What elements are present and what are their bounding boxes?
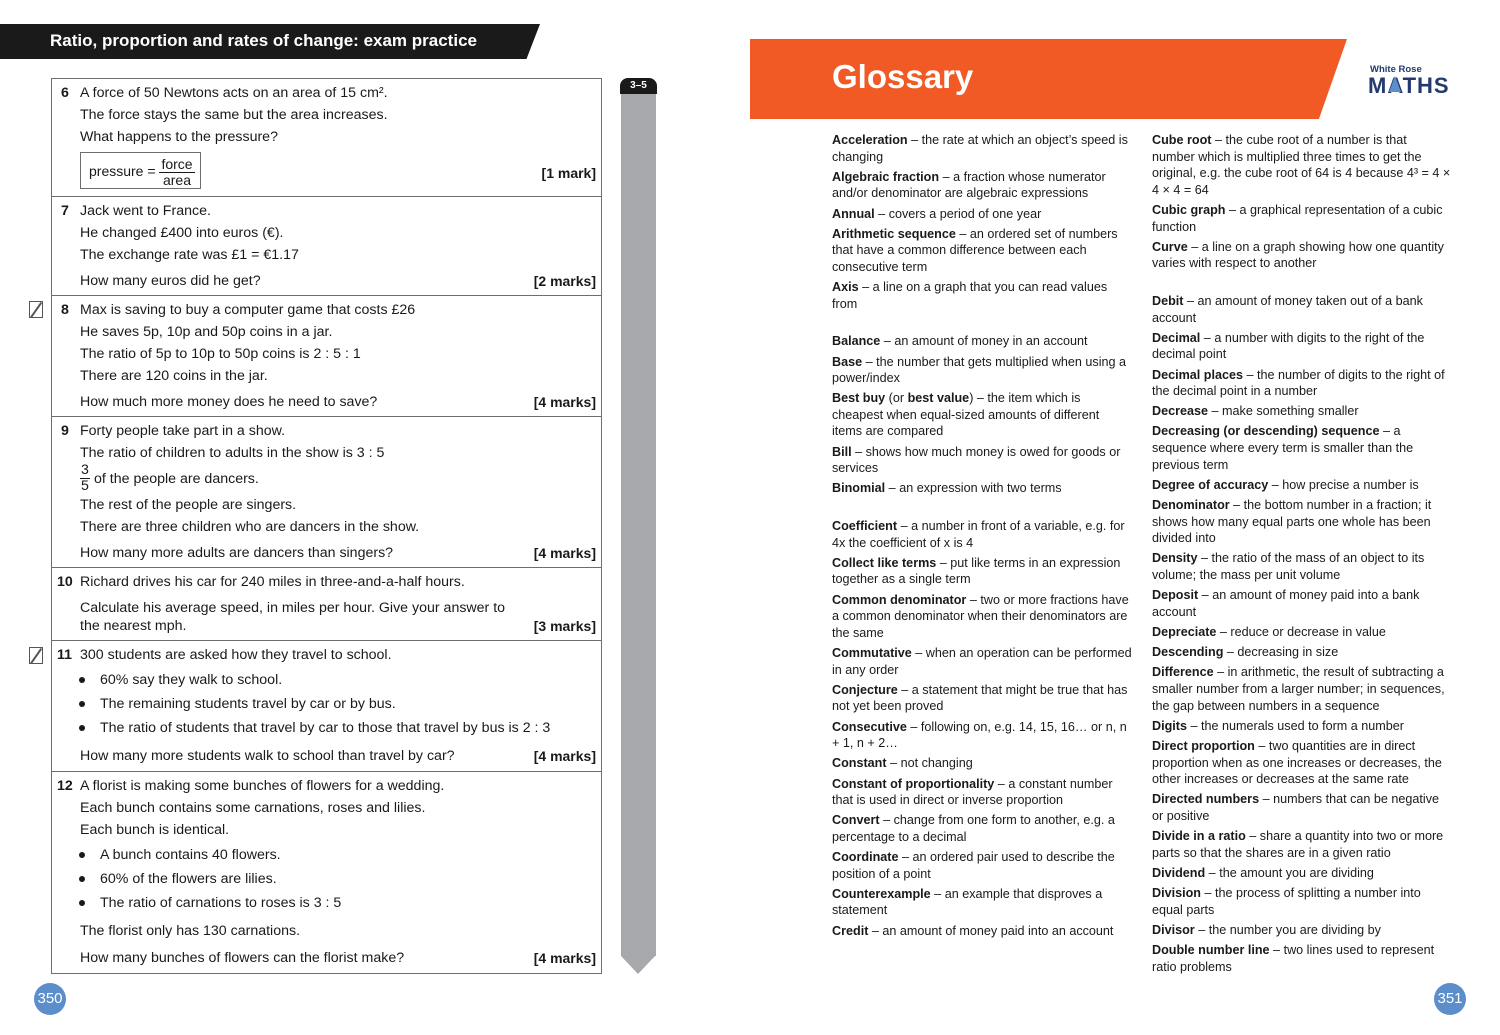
glossary-definition: – in arithmetic, the result of subtracting a smaller number from a larger number; in sequences, the gap between numbers in a sequence [1152,665,1445,713]
glossary-definition: – a line on a graph that you can read values from [832,280,1108,311]
question-text: The ratio of 5p to 10p to 50p coins is 2 : 5 : 1 [80,346,361,362]
bullet [79,677,85,683]
glossary-entry [1152,922,1452,939]
glossary-entry [1152,865,1452,882]
glossary-entry [832,849,1132,882]
glossary-term: Common denominator [832,592,967,607]
section-header-title: Ratio, proportion and rates of change: exam practice [50,31,477,50]
glossary-definition: ) – the item which is cheapest when equal-sized amounts of different items are compared [832,391,1100,439]
glossary-entry [1152,718,1452,735]
marks-label: [4 marks] [533,394,596,410]
marks-label: [4 marks] [533,545,596,561]
question-text: 300 students are asked how they travel to school. [80,647,392,663]
glossary-definition: – the amount you are dividing [1205,865,1374,880]
glossary-definition: – a graphical representation of a cubic function [1152,202,1443,234]
question-text: Forty people take part in a show. [80,423,286,439]
glossary-term: Dividend [1152,865,1206,880]
glossary-term: Commutative [832,645,912,660]
glossary-entry [832,812,1132,845]
glossary-term: Cubic graph [1152,202,1226,217]
glossary-entry [1152,403,1452,420]
glossary-entry [1152,664,1452,714]
glossary-entry [832,480,1132,497]
question-text: The rest of the people are singers. [80,497,297,513]
glossary-entry [1152,624,1452,641]
fraction-denominator: 5 [81,478,89,494]
question-number: 6 [61,85,69,101]
glossary-term: Decreasing (or descending) sequence [1152,424,1380,439]
page-number-right: 351 [1434,983,1466,1015]
glossary-entry [832,169,1132,202]
glossary-definition: – a number in front of a variable, e.g. for 4x the coefficient of x is 4 [832,519,1125,550]
glossary-definition: – a number with digits to the right of the decimal point [1152,330,1425,362]
question-text: How much more money does he need to save? [80,394,378,410]
glossary-term: Constant [832,756,887,771]
bullet-text: 60% say they walk to school. [100,672,283,688]
glossary-term: Curve [1152,239,1188,254]
question-text: Each bunch is identical. [80,822,230,838]
question-text: A force of 50 Newtons acts on an area of 15 cm². [80,85,388,101]
question-divider [52,416,601,417]
glossary-entry [832,592,1132,642]
glossary-column-1 [832,132,1132,943]
glossary-definition: – two quantities are in direct proportion when as one increases or decreases, the other increases or decreases at the same rate [1152,738,1442,787]
question-text: The force stays the same but the area increases. [80,107,388,123]
glossary-definition: – numbers that can be negative or positive [1152,792,1440,823]
question-divider [52,567,601,568]
glossary-term: Cube root [1152,133,1212,147]
glossary-term: Annual [832,206,875,221]
glossary-entry [1152,293,1452,326]
glossary-entry [832,333,1132,350]
glossary-definition: – when an operation can be performed in any order [832,645,1132,677]
marks-label: [2 marks] [533,273,596,289]
glossary-entry [1152,477,1452,494]
bullet [79,876,85,882]
glossary-entry [832,354,1132,387]
formula-fraction [159,157,194,188]
glossary-definition: – a statement that might be true that has not yet been proved [832,682,1128,714]
glossary-term: Difference [1152,665,1214,680]
question-number: 10 [57,574,73,590]
no-calculator-icon [29,301,43,318]
glossary-entry [832,206,1132,223]
question-number: 11 [57,647,72,663]
glossary-definition: – following on, e.g. 14, 15, 16… or n, n + 1, n + 2… [832,719,1127,751]
glossary-definition: – how precise a number is [1268,477,1419,492]
glossary-definition: – an amount of money taken out of a bank account [1152,293,1423,325]
glossary-definition: – the bottom number in a fraction; it shows how many equal parts one whole has been divided into [1152,498,1432,546]
exam-questions-box [51,78,602,974]
glossary-entry [832,518,1132,551]
glossary-definition: – two or more fractions have a common denominator when their denominators are the same [832,592,1129,640]
glossary-definition: – the numerals used to form a number [1186,718,1404,733]
glossary-entry [832,755,1132,772]
bullet-text: A bunch contains 40 flowers. [100,847,281,863]
glossary-term: Descending [1152,645,1224,660]
pressure-formula-box [80,152,201,189]
glossary-definition: – an amount of money paid into a bank account [1152,588,1420,619]
marks-label: [4 marks] [533,748,596,764]
glossary-entry [1152,644,1452,661]
glossary-definition: – change from one form to another, e.g. a percentage to a decimal [832,813,1115,844]
question-text: Calculate his average speed, in miles per hour. Give your answer to [80,600,506,616]
glossary-entry [832,886,1132,919]
glossary-definition: – a sequence where every term is smaller than the previous term [1152,424,1414,472]
question-text: The ratio of children to adults in the show is 3 : 5 [80,445,385,461]
glossary-entry [832,226,1132,276]
glossary-entry [1152,791,1452,824]
glossary-term: best value [907,391,970,406]
glossary-entry [832,279,1132,312]
glossary-entry [832,444,1132,477]
difficulty-tag: 3–5 [620,78,657,94]
question-number: 12 [57,778,73,794]
glossary-term: Consecutive [832,719,907,734]
glossary-definition: – decreasing in size [1223,645,1339,660]
glossary-definition: – the rate at which an object’s speed is changing [832,133,1128,164]
question-number: 7 [61,203,69,219]
glossary-definition: – not changing [886,756,973,771]
glossary-term: Binomial [832,481,886,496]
glossary-term: Deposit [1152,588,1199,603]
bullet [79,701,85,707]
question-divider [52,640,601,641]
question-text: the nearest mph. [80,618,187,634]
glossary-term: Bill [832,444,852,459]
glossary-term: Arithmetic sequence [832,226,956,241]
glossary-definition: – a constant number that is used in direct or inverse proportion [832,776,1113,808]
question-divider [52,196,601,197]
glossary-entry [1152,423,1452,473]
glossary-entry [832,555,1132,588]
glossary-term: Digits [1152,718,1187,733]
glossary-term: Balance [832,334,881,349]
glossary-entry [1152,885,1452,918]
bullet-text: The ratio of students that travel by car to those that travel by bus is 2 : 3 [100,720,551,736]
glossary-entry [1152,239,1452,272]
glossary-term: Collect like terms [832,555,937,570]
question-text: What happens to the pressure? [80,129,278,145]
question-text: The florist only has 130 carnations. [80,923,301,939]
glossary-entry [1152,132,1452,198]
formula-denominator: area [162,171,192,188]
question-text: There are three children who are dancers in the show. [80,519,420,535]
glossary-term: Base [832,354,863,369]
glossary-entry [1152,587,1452,620]
glossary-definition: – the number that gets multiplied when using a power/index [832,354,1127,386]
marks-label: [1 mark] [541,165,596,181]
glossary-definition: – the ratio of the mass of an object to its volume; the mass per unit volume [1152,551,1425,582]
glossary-definition: – the number you are dividing by [1194,922,1381,937]
formula-numerator: force [161,155,193,172]
glossary-term: Coordinate [832,850,899,865]
glossary-term: Credit [832,923,869,938]
no-calculator-icon [29,647,43,664]
glossary-definition: – reduce or decrease in value [1216,624,1386,639]
glossary-term: Divide in a ratio [1152,829,1246,844]
glossary-term: Denominator [1152,498,1230,513]
glossary-term: Depreciate [1152,624,1217,639]
question-text: He saves 5p, 10p and 50p coins in a jar. [80,324,333,340]
glossary-definition: – an example that disproves a statement [832,886,1103,918]
question-text: Max is saving to buy a computer game that costs £26 [80,302,416,318]
question-text: of the people are dancers. [94,471,259,487]
glossary-entry [1152,738,1452,788]
glossary-term: Decrease [1152,404,1209,419]
bullet [79,852,85,858]
glossary-entry [1152,942,1452,975]
glossary-definition: (or [885,391,908,406]
logo-maths: MATHS [1368,73,1450,98]
glossary-column-2 [1152,132,1452,979]
glossary-term: Decimal places [1152,367,1244,382]
fraction-numerator: 3 [81,462,89,478]
difficulty-side-bar [621,94,656,956]
glossary-entry [1152,330,1452,363]
glossary-definition: – put like terms in an expression together as a single term [832,555,1121,587]
glossary-entry [1152,497,1452,547]
three-fifths-fraction [80,463,90,494]
glossary-term: Double number line [1152,943,1270,957]
glossary-definition: – the process of splitting a number into equal parts [1152,886,1421,917]
glossary-term: Decimal [1152,330,1201,345]
glossary-term: Divisor [1152,922,1195,937]
glossary-term: Density [1152,551,1198,566]
glossary-definition: – a line on a graph showing how one quantity varies with respect to another [1152,239,1444,271]
question-text: How many bunches of flowers can the florist make? [80,950,405,966]
glossary-definition: – an ordered pair used to describe the position of a point [832,850,1115,881]
glossary-term: Best buy [832,391,886,406]
bullet [79,725,85,731]
glossary-term: Coefficient [832,519,898,534]
glossary-term: Degree of accuracy [1152,477,1269,492]
question-divider [52,295,601,296]
difficulty-side-arrow [621,956,655,974]
glossary-definition: – an ordered set of numbers that have a common difference between each consecutive term [832,226,1118,274]
glossary-definition: – covers a period of one year [874,206,1042,221]
glossary-term: Debit [1152,293,1184,308]
question-text: He changed £400 into euros (€). [80,225,284,241]
page-number-left: 350 [34,983,66,1015]
glossary-entry [1152,550,1452,583]
glossary-definition: – two lines used to represent ratio problems [1152,943,1435,974]
glossary-term: Acceleration [832,133,908,147]
question-number: 9 [61,423,69,439]
question-text: Jack went to France. [80,203,211,219]
question-text: How many euros did he get? [80,273,261,289]
glossary-title: Glossary [832,58,974,95]
question-text: A florist is making some bunches of flowers for a wedding. [80,778,445,794]
glossary-entry [1152,202,1452,235]
glossary-definition: – make something smaller [1208,404,1359,419]
question-text: There are 120 coins in the jar. [80,368,268,384]
glossary-entry [832,776,1132,809]
glossary-entry [1152,828,1452,861]
glossary-entry [832,132,1132,165]
glossary-term: Division [1152,886,1201,901]
glossary-term: Axis [832,280,859,295]
glossary-definition: – the cube root of a number is that number which is multiplied three times to get the original, e.g. the cube root of 64 is 4 because 4³ = 4 × 4 × 4 = 64 [1152,133,1451,197]
glossary-definition: – an amount of money paid into an account [868,923,1114,938]
glossary-entry [832,390,1132,440]
bullet-text: The ratio of carnations to roses is 3 : 5 [100,895,342,911]
glossary-definition: – an expression with two terms [885,481,1062,496]
question-text: How many more adults are dancers than singers? [80,545,394,561]
glossary-term: Counterexample [832,886,931,901]
glossary-definition: – shows how much money is owed for goods or services [832,444,1121,476]
glossary-definition: – a fraction whose numerator and/or denominator are algebraic expressions [832,169,1106,201]
question-text: Each bunch contains some carnations, roses and lilies. [80,800,426,816]
bullet [79,900,85,906]
marks-label: [3 marks] [533,618,596,634]
glossary-term: Convert [832,813,880,828]
question-text: How many more students walk to school than travel by car? [80,748,455,764]
glossary-definition: – share a quantity into two or more parts so that the shares are in a given ratio [1152,829,1444,860]
question-text: The exchange rate was £1 = €1.17 [80,247,299,263]
glossary-definition: – the number of digits to the right of the decimal point in a number [1152,367,1445,399]
glossary-entry [832,719,1132,752]
glossary-entry [832,923,1132,940]
question-number: 8 [61,302,69,318]
bullet-text: The remaining students travel by car or by bus. [100,696,396,712]
glossary-definition: – an amount of money in an account [880,334,1088,349]
glossary-term: Directed numbers [1152,792,1260,807]
question-divider [52,771,601,772]
glossary-term: Constant of proportionality [832,776,995,791]
glossary-entry [832,645,1132,678]
question-text: Richard drives his car for 240 miles in three-and-a-half hours. [80,574,465,590]
glossary-entry [832,682,1132,715]
marks-label: [4 marks] [533,950,596,966]
glossary-term: Algebraic fraction [832,169,940,184]
glossary-term: Conjecture [832,682,898,697]
glossary-term: Direct proportion [1152,738,1255,753]
logo-white-rose: White Rose [1370,64,1422,75]
formula-lhs: pressure = [89,163,156,179]
glossary-entry [1152,367,1452,400]
bullet-text: 60% of the flowers are lilies. [100,871,277,887]
